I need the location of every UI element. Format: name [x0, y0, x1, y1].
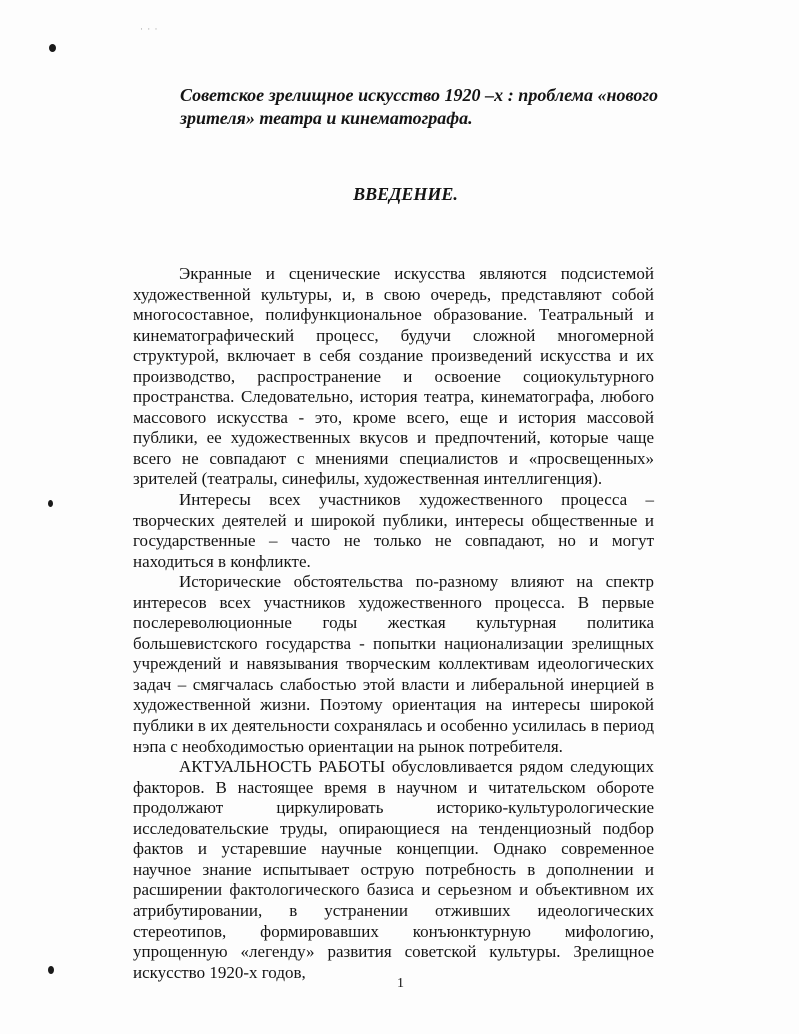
- paragraph: Интересы всех участников художественного процесса – творческих деятелей и широкой публики, интересы общественные и государственные – часто не только не совпадают, но и могут находиться в конфликте.: [133, 490, 654, 571]
- body-text: [133, 264, 654, 983]
- binder-hole-mark: [48, 966, 54, 974]
- binder-hole-mark: [48, 500, 53, 507]
- binder-hole-mark: [49, 44, 56, 52]
- scan-speck: · · ·: [140, 24, 159, 34]
- paragraph: АКТУАЛЬНОСТЬ РАБОТЫ обусловливается рядом следующих факторов. В настоящее время в научном и читательском обороте продолжают циркулировать историко-культурологические исследовательские труды, опирающиеся на тенденциозный подбор фактов и устаревшие научные концепции. Однако современное научное знание испытывает острую потребность в дополнении и расширении фактологического базиса и серьезном и объективном их атрибутировании, в устранении отживших идеологических стереотипов, формировавших конъюнктурную мифологию, упрощенную «легенду» развития советской культуры. Зрелищное искусство 1920-х годов,: [133, 757, 654, 982]
- document-title: Советское зрелищное искусство 1920 –х : проблема «нового зрителя» театра и кинематографа.: [180, 85, 658, 128]
- section-heading: ВВЕДЕНИЕ.: [353, 184, 458, 204]
- paragraph: Исторические обстоятельства по-разному влияют на спектр интересов всех участников художественного процесса. В первые послереволюционные годы жесткая культурная политика большевистского государства - попытки национализации зрелищных учреждений и навязывания творческим коллективам идеологических задач – смягчалась слабостью этой власти и либеральной инерцией в художественной жизни. Поэтому ориентация на интересы широкой публики в их деятельности сохранялась и особенно усилилась в период нэпа с необходимостью ориентации на рынок потребителя.: [133, 572, 654, 756]
- paragraph: Экранные и сценические искусства являются подсистемой художественной культуры, и, в свою очередь, представляют собой многосоставное, полифункциональное образование. Театральный и кинематографический процесс, будучи сложной многомерной структурой, включает в себя создание произведений искусства и их производство, распространение и освоение социокультурного пространства. Следовательно, история театра, кинематографа, любого массового искусства - это, кроме всего, еще и история массовой публики, ее художественных вкусов и предпочтений, которые чаще всего не совпадают с мнениями специалистов и «просвещенных» зрителей (театралы, синефилы, художественная интеллигенция).: [133, 264, 654, 489]
- page-number: 1: [397, 976, 404, 991]
